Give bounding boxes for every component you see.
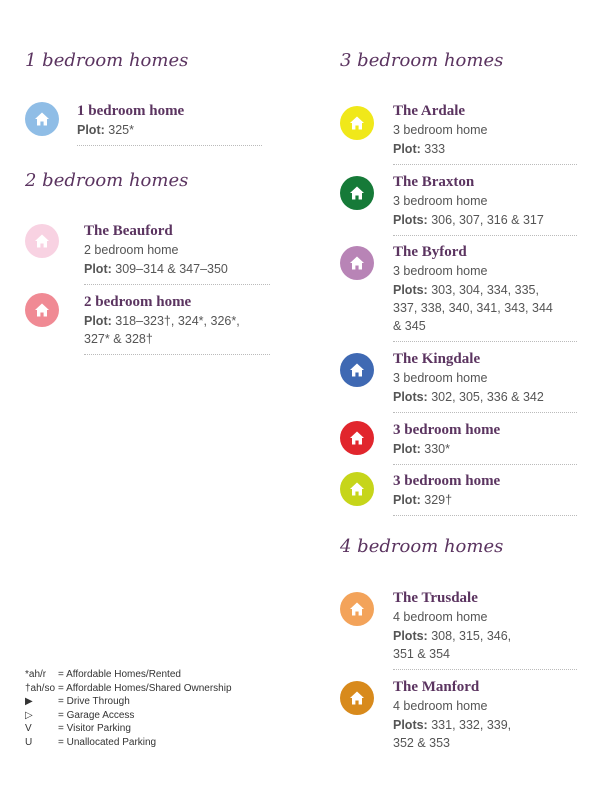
legend-row: *ah/r = Affordable Homes/Rented (25, 669, 181, 680)
home-plots: Plots: 303, 304, 334, 335, 337, 338, 340, 341, 343, 344 & 345 (393, 283, 553, 333)
home-type: 4 bedroom home (393, 699, 488, 713)
house-icon (349, 690, 365, 706)
legend (25, 668, 232, 750)
home-info (393, 173, 577, 236)
home-badge (340, 472, 374, 506)
dotted-divider (393, 412, 577, 413)
home-name: The Braxton (393, 174, 475, 190)
home-type: 3 bedroom home (393, 194, 488, 208)
home-name: 3 bedroom home (393, 422, 501, 438)
home-plots: Plots: 302, 305, 336 & 342 (393, 390, 544, 404)
home-plots: Plot: 329† (393, 493, 453, 507)
home-info (393, 589, 577, 670)
garage-access-icon: ▷ (25, 709, 33, 721)
house-icon (34, 302, 50, 318)
legend-row: V = Visitor Parking (25, 723, 131, 735)
home-info (393, 421, 577, 465)
section-title-4-bedroom: 4 bedroom homes (340, 536, 504, 557)
home-badge (340, 353, 374, 387)
home-plots: Plots: 308, 315, 346, 351 & 354 (393, 629, 512, 661)
home-info (393, 243, 577, 342)
home-badge (340, 592, 374, 626)
dotted-divider (393, 464, 577, 465)
home-name: The Beauford (84, 223, 173, 239)
home-badge (25, 293, 59, 327)
dotted-divider (84, 284, 270, 285)
house-icon (349, 185, 365, 201)
home-type: 3 bedroom home (393, 264, 488, 278)
dotted-divider (84, 354, 270, 355)
home-plots: Plot: 325* (77, 123, 134, 137)
home-info (84, 222, 270, 285)
house-icon (349, 115, 365, 131)
house-icon (349, 362, 365, 378)
home-plots: Plot: 333 (393, 142, 446, 156)
home-info (393, 472, 577, 516)
dotted-divider (393, 669, 577, 670)
section-title-1-bedroom: 1 bedroom homes (25, 50, 189, 71)
legend-row: ▷ = Garage Access (25, 709, 135, 721)
legend-row: ▶ = Drive Through (25, 696, 130, 708)
home-badge (340, 176, 374, 210)
home-name: The Ardale (393, 103, 466, 119)
house-icon (34, 111, 50, 127)
house-icon (349, 255, 365, 271)
home-name: 2 bedroom home (84, 294, 192, 310)
dotted-divider (393, 164, 577, 165)
house-icon (349, 601, 365, 617)
legend-row: U = Unallocated Parking (25, 736, 157, 748)
home-plots: Plots: 306, 307, 316 & 317 (393, 213, 544, 227)
home-badge (340, 106, 374, 140)
home-name: The Kingdale (393, 351, 481, 367)
home-type: 2 bedroom home (84, 243, 179, 257)
section-title-3-bedroom: 3 bedroom homes (340, 50, 504, 71)
legend-row: †ah/so = Affordable Homes/Shared Ownership (25, 682, 232, 694)
home-plots: Plots: 331, 332, 339, 352 & 353 (393, 718, 512, 750)
home-info (393, 678, 577, 752)
home-plots: Plot: 318–323†, 324*, 326*, 327* & 328† (84, 314, 240, 346)
home-plots: Plot: 309–314 & 347–350 (84, 262, 228, 276)
drive-through-icon: ▶ (25, 696, 33, 708)
dotted-divider (393, 235, 577, 236)
home-info (77, 102, 262, 146)
home-type: 3 bedroom home (393, 123, 488, 137)
home-info (84, 293, 270, 355)
home-name: The Manford (393, 679, 480, 695)
section-title-2-bedroom: 2 bedroom homes (25, 170, 189, 191)
home-type: 3 bedroom home (393, 371, 488, 385)
dotted-divider (393, 515, 577, 516)
home-info (393, 350, 577, 413)
home-name: 1 bedroom home (77, 103, 185, 119)
home-type: 4 bedroom home (393, 610, 488, 624)
house-icon (34, 233, 50, 249)
house-icon (349, 481, 365, 497)
home-info (393, 102, 577, 165)
home-badge (25, 224, 59, 258)
home-name: The Trusdale (393, 590, 478, 606)
dotted-divider (393, 341, 577, 342)
home-badge (25, 102, 59, 136)
home-name: 3 bedroom home (393, 473, 501, 489)
house-icon (349, 430, 365, 446)
home-badge (340, 246, 374, 280)
dotted-divider (77, 145, 262, 146)
home-plots: Plot: 330* (393, 442, 450, 456)
home-badge (340, 421, 374, 455)
home-badge (340, 681, 374, 715)
home-name: The Byford (393, 244, 467, 260)
